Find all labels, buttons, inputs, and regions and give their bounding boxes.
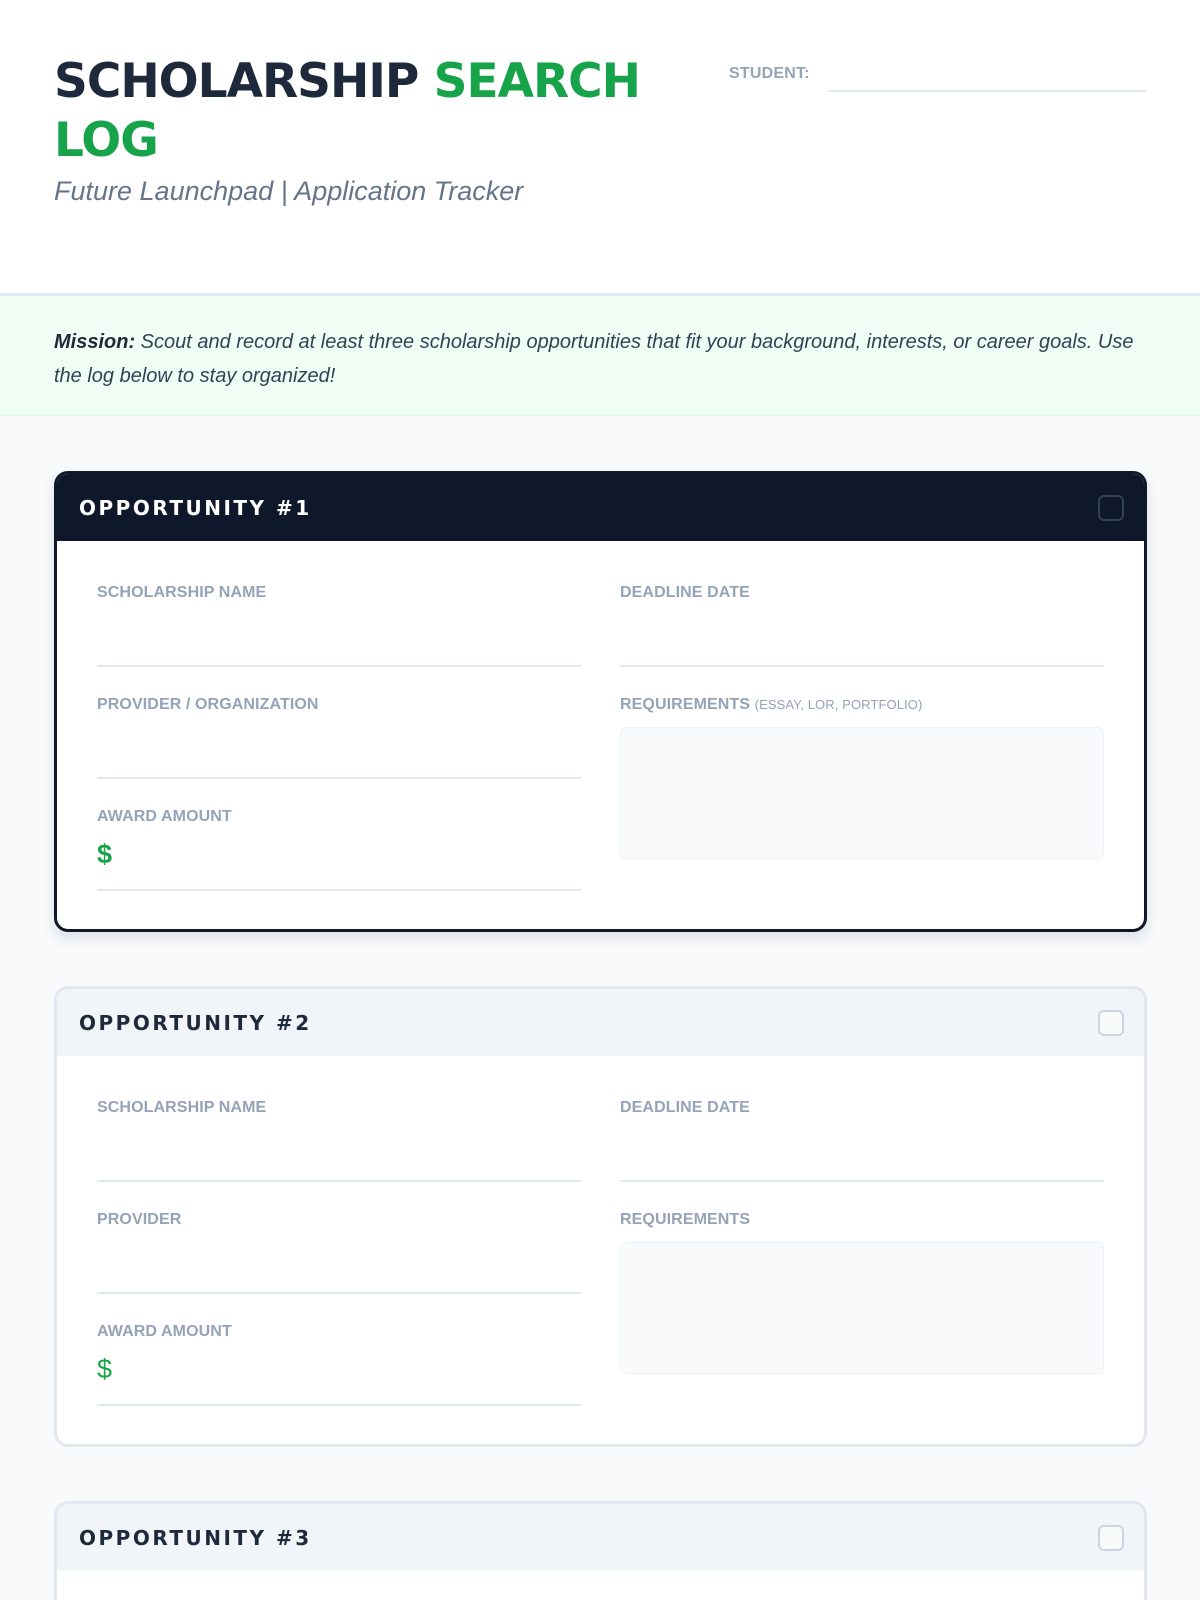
requirements-field[interactable] <box>620 727 1104 859</box>
deadline-date-label: DEADLINE DATE <box>620 1099 750 1116</box>
mission-label: Mission: <box>54 331 136 353</box>
scholarship-name-field[interactable] <box>97 665 581 667</box>
opportunity-card-header <box>57 1504 1144 1571</box>
provider-label: PROVIDER / ORGANIZATION <box>97 696 319 713</box>
requirements-label-text: REQUIREMENTS <box>620 696 751 713</box>
page-title <box>54 52 674 170</box>
deadline-date-field[interactable] <box>620 665 1104 667</box>
requirements-label <box>620 696 922 714</box>
opportunity-card-2 <box>54 986 1147 1447</box>
requirements-label: REQUIREMENTS <box>620 1211 751 1228</box>
currency-symbol: $ <box>97 1354 113 1384</box>
student-label: STUDENT: <box>729 65 810 82</box>
scholarship-name-field[interactable] <box>97 1180 581 1182</box>
opportunity-title: OPPORTUNITY #3 <box>79 1526 312 1550</box>
provider-field[interactable] <box>97 777 581 779</box>
provider-field[interactable] <box>97 1292 581 1294</box>
requirements-field[interactable] <box>620 1242 1104 1374</box>
opportunity-card-1 <box>54 471 1147 932</box>
scholarship-name-label: SCHOLARSHIP NAME <box>97 584 267 601</box>
title-main: SCHOLARSHIP <box>54 54 434 109</box>
page-subtitle: Future Launchpad | Application Tracker <box>54 176 524 206</box>
student-name-field[interactable] <box>828 90 1146 92</box>
complete-checkbox[interactable] <box>1098 1525 1124 1551</box>
currency-symbol: $ <box>97 839 113 869</box>
award-amount-field[interactable] <box>97 1404 581 1406</box>
scholarship-name-label: SCHOLARSHIP NAME <box>97 1099 267 1116</box>
deadline-date-field[interactable] <box>620 1180 1104 1182</box>
title-accent: SEARCH LOG <box>54 54 640 168</box>
opportunity-title: OPPORTUNITY #2 <box>79 1011 312 1035</box>
opportunity-card-header <box>57 989 1144 1056</box>
page-header <box>0 0 1200 296</box>
provider-label: PROVIDER <box>97 1211 182 1228</box>
complete-checkbox[interactable] <box>1098 495 1124 521</box>
award-amount-field[interactable] <box>97 889 581 891</box>
mission-text: Scout and record at least three scholarship opportunities that fit your background, interests, or career goals. Use the log below to stay organized! <box>54 331 1134 387</box>
opportunity-title: OPPORTUNITY #1 <box>79 496 312 520</box>
award-amount-label: AWARD AMOUNT <box>97 808 232 825</box>
award-amount-label: AWARD AMOUNT <box>97 1323 232 1340</box>
requirements-hint: (ESSAY, LOR, PORTFOLIO) <box>754 697 923 712</box>
deadline-date-label: DEADLINE DATE <box>620 584 750 601</box>
complete-checkbox[interactable] <box>1098 1010 1124 1036</box>
opportunity-card-header <box>57 474 1144 541</box>
mission-banner <box>0 296 1200 416</box>
opportunity-card-3 <box>54 1501 1147 1600</box>
